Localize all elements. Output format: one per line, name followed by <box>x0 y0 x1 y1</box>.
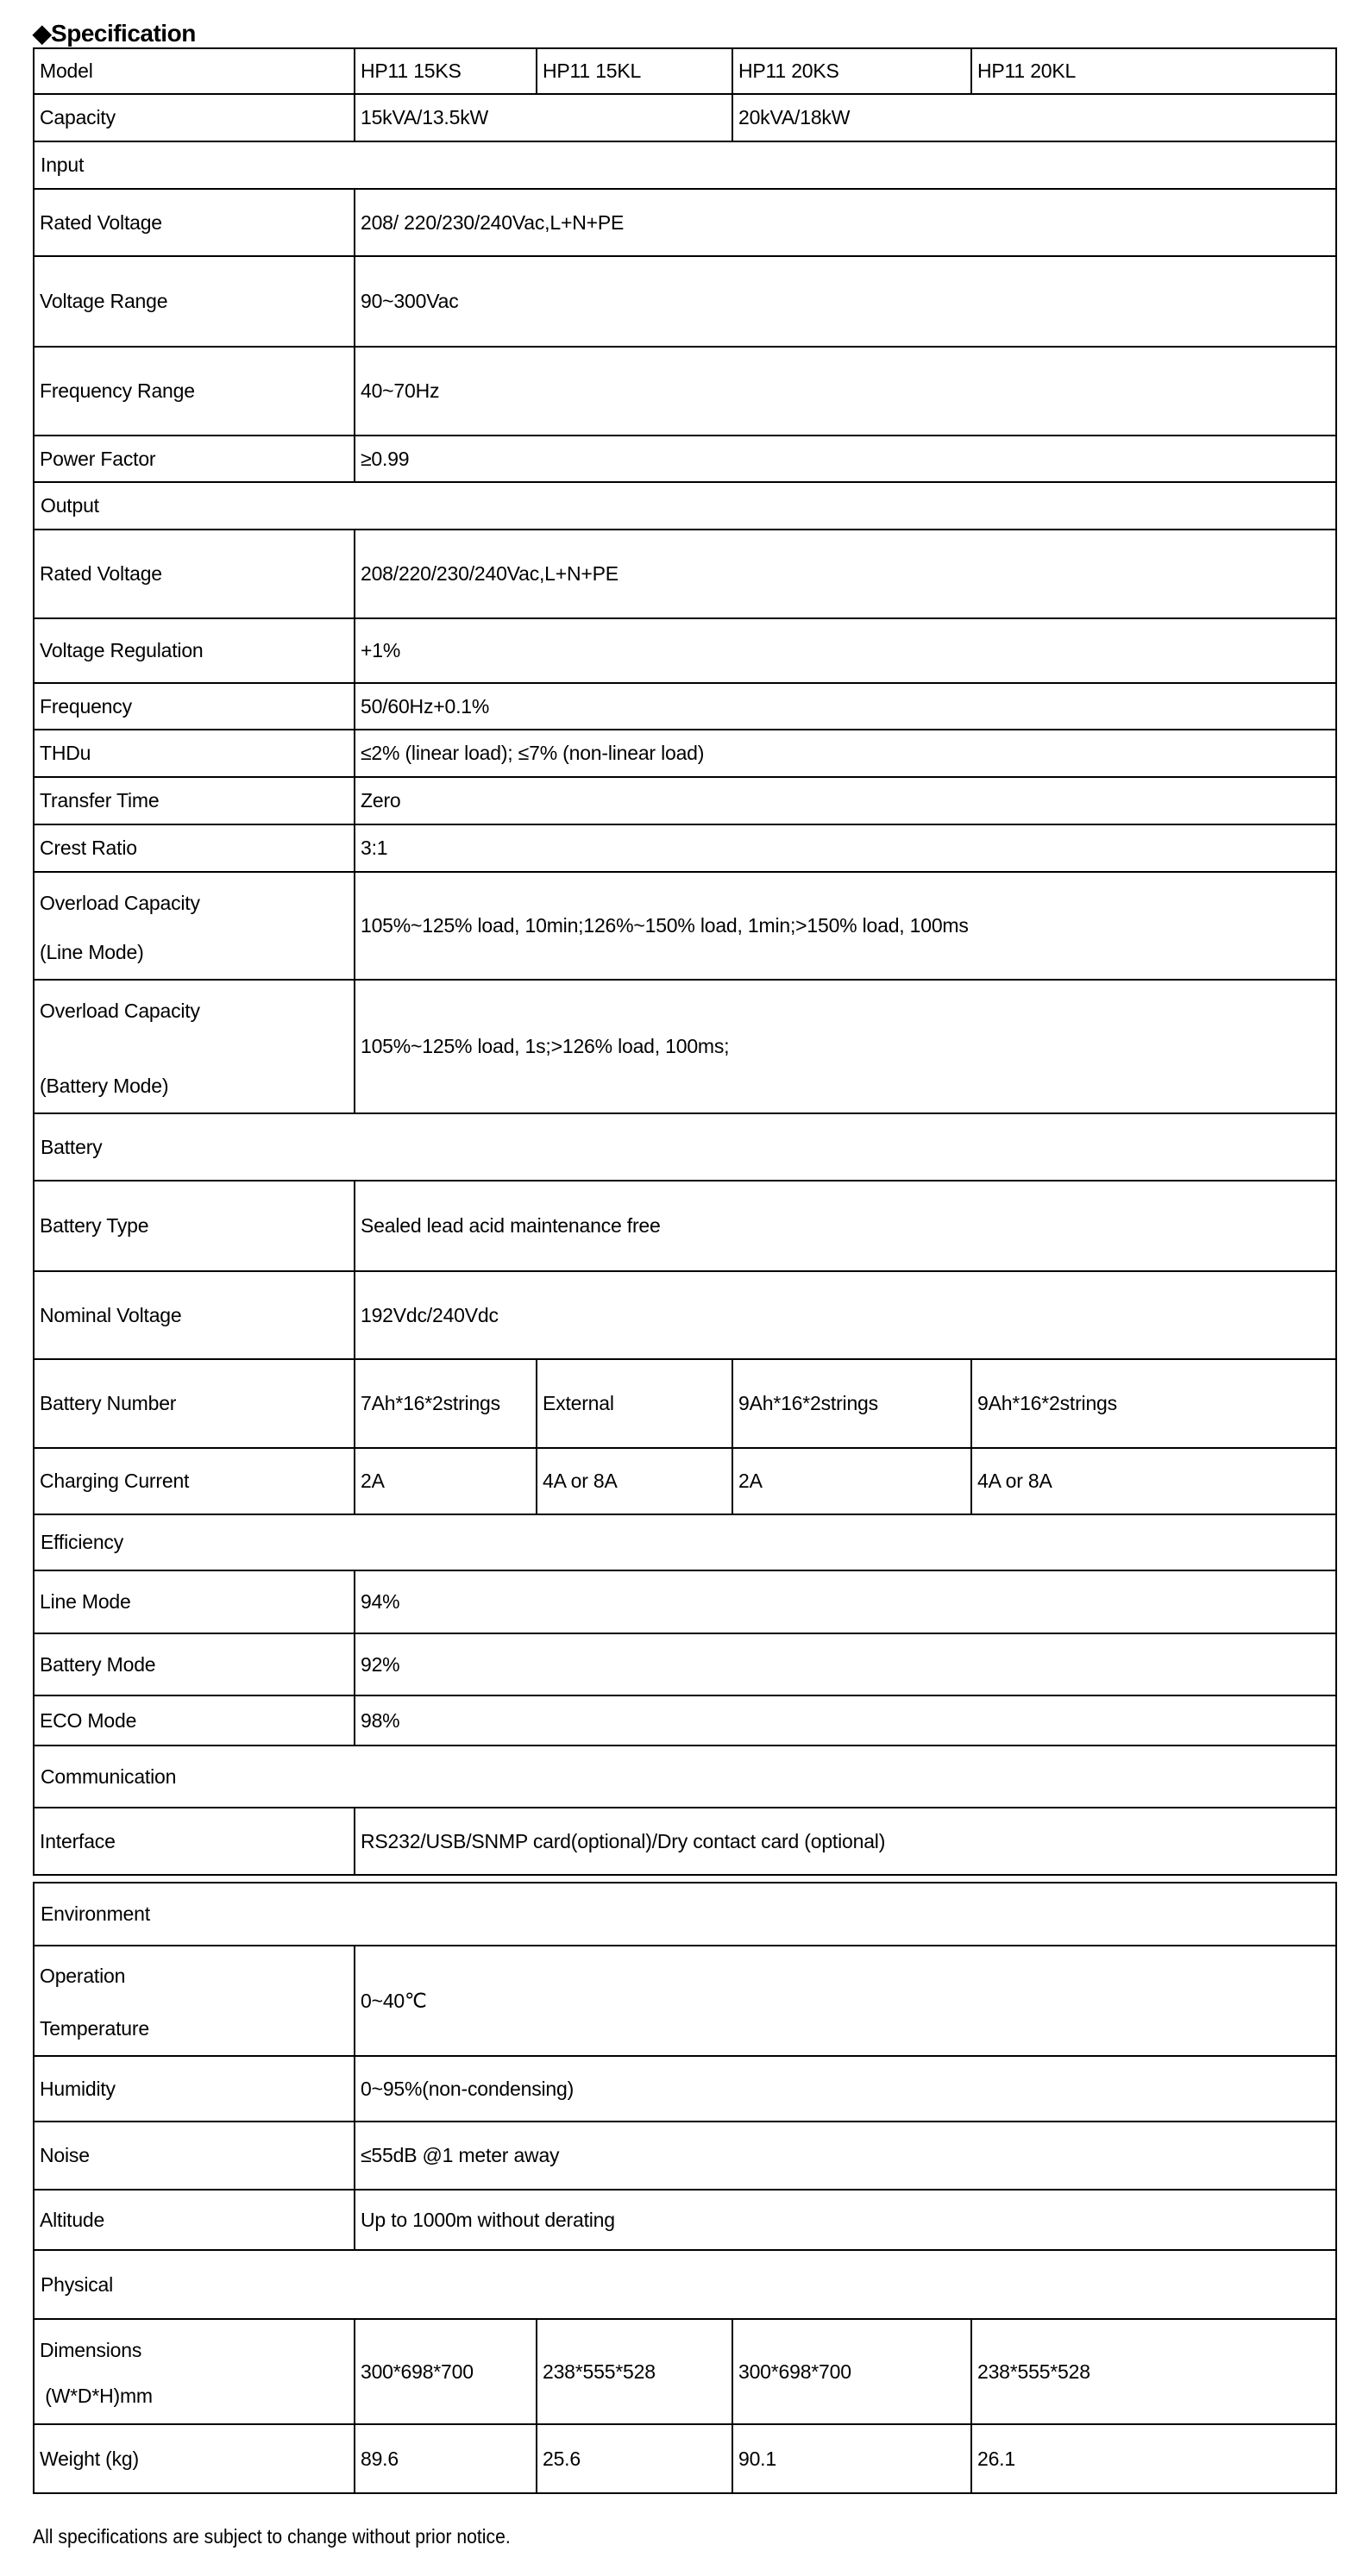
row-humidity <box>34 2056 1336 2122</box>
charging-current-label: Charging Current <box>34 1448 355 1514</box>
dimensions-label <box>34 2319 355 2424</box>
line-mode-label: Line Mode <box>34 1570 355 1633</box>
battery-mode-label: Battery Mode <box>34 1633 355 1695</box>
section-header-battery: Battery <box>34 1113 1336 1181</box>
section-header-environment: Environment <box>34 1883 1336 1946</box>
row-eco-mode <box>34 1695 1336 1746</box>
overload-battery-mode-label-line2: (Battery Mode) <box>40 1074 169 1097</box>
dimensions-label-line2: (W*D*H)mm <box>40 2385 153 2407</box>
weight-value-3: 26.1 <box>971 2424 1336 2493</box>
altitude-value: Up to 1000m without derating <box>355 2190 1336 2250</box>
interface-label: Interface <box>34 1808 355 1875</box>
section-header-output: Output <box>34 482 1336 530</box>
row-input-voltage-range <box>34 256 1336 347</box>
row-section-efficiency <box>34 1514 1336 1570</box>
row-capacity <box>34 94 1336 141</box>
input-frequency-range-value: 40~70Hz <box>355 347 1336 436</box>
output-frequency-value: 50/60Hz+0.1% <box>355 683 1336 730</box>
overload-line-mode-label-line1: Overload Capacity <box>40 891 200 914</box>
charging-current-value-0: 2A <box>355 1448 537 1514</box>
row-input-frequency-range <box>34 347 1336 436</box>
charging-current-value-1: 4A or 8A <box>537 1448 732 1514</box>
input-power-factor-label: Power Factor <box>34 436 355 482</box>
row-section-battery <box>34 1113 1336 1181</box>
battery-mode-value: 92% <box>355 1633 1336 1695</box>
weight-value-0: 89.6 <box>355 2424 537 2493</box>
capacity-value-15k: 15kVA/13.5kW <box>355 94 732 141</box>
input-voltage-range-value: 90~300Vac <box>355 256 1336 347</box>
row-section-physical <box>34 2250 1336 2319</box>
line-mode-value: 94% <box>355 1570 1336 1633</box>
row-section-environment <box>34 1883 1336 1946</box>
row-line-mode <box>34 1570 1336 1633</box>
charging-current-value-2: 2A <box>732 1448 971 1514</box>
dimensions-value-1: 238*555*528 <box>537 2319 732 2424</box>
row-interface <box>34 1808 1336 1875</box>
humidity-value: 0~95%(non-condensing) <box>355 2056 1336 2122</box>
output-transfer-time-value: Zero <box>355 777 1336 824</box>
input-frequency-range-label: Frequency Range <box>34 347 355 436</box>
nominal-voltage-value: 192Vdc/240Vdc <box>355 1271 1336 1359</box>
battery-number-value-2: 9Ah*16*2strings <box>732 1359 971 1448</box>
row-output-voltage-regulation <box>34 618 1336 683</box>
row-output-thdu <box>34 730 1336 777</box>
section-header-input: Input <box>34 141 1336 189</box>
row-weight <box>34 2424 1336 2493</box>
input-rated-voltage-value: 208/ 220/230/240Vac,L+N+PE <box>355 189 1336 256</box>
output-frequency-label: Frequency <box>34 683 355 730</box>
model-value-0: HP11 15KS <box>355 48 537 94</box>
row-output-transfer-time <box>34 777 1336 824</box>
input-voltage-range-label: Voltage Range <box>34 256 355 347</box>
dimensions-label-line1: Dimensions <box>40 2339 142 2361</box>
row-noise <box>34 2122 1336 2190</box>
model-label: Model <box>34 48 355 94</box>
output-crest-ratio-value: 3:1 <box>355 824 1336 872</box>
output-crest-ratio-label: Crest Ratio <box>34 824 355 872</box>
battery-type-value: Sealed lead acid maintenance free <box>355 1181 1336 1271</box>
footer-note: All specifications are subject to change without prior notice. <box>33 2525 511 2548</box>
battery-number-label: Battery Number <box>34 1359 355 1448</box>
operation-temperature-label <box>34 1946 355 2056</box>
nominal-voltage-label: Nominal Voltage <box>34 1271 355 1359</box>
row-operation-temperature <box>34 1946 1336 2056</box>
model-value-2: HP11 20KS <box>732 48 971 94</box>
overload-line-mode-label-line2: (Line Mode) <box>40 940 144 963</box>
row-battery-mode <box>34 1633 1336 1695</box>
row-output-crest-ratio <box>34 824 1336 872</box>
row-output-rated-voltage <box>34 530 1336 618</box>
overload-battery-mode-value: 105%~125% load, 1s;>126% load, 100ms; <box>355 980 1336 1113</box>
row-section-output <box>34 482 1336 530</box>
dimensions-value-2: 300*698*700 <box>732 2319 971 2424</box>
row-overload-line-mode <box>34 872 1336 980</box>
environment-physical-table <box>33 1882 1337 2494</box>
interface-value: RS232/USB/SNMP card(optional)/Dry contact card (optional) <box>355 1808 1336 1875</box>
noise-value: ≤55dB @1 meter away <box>355 2122 1336 2190</box>
row-altitude <box>34 2190 1336 2250</box>
section-header-physical: Physical <box>34 2250 1336 2319</box>
overload-battery-mode-label <box>34 980 355 1113</box>
output-rated-voltage-value: 208/220/230/240Vac,L+N+PE <box>355 530 1336 618</box>
row-output-frequency <box>34 683 1336 730</box>
capacity-value-20k: 20kVA/18kW <box>732 94 1336 141</box>
battery-number-value-3: 9Ah*16*2strings <box>971 1359 1336 1448</box>
row-input-power-factor <box>34 436 1336 482</box>
altitude-label: Altitude <box>34 2190 355 2250</box>
battery-number-value-0: 7Ah*16*2strings <box>355 1359 537 1448</box>
row-battery-number <box>34 1359 1336 1448</box>
section-header-communication: Communication <box>34 1746 1336 1808</box>
row-overload-battery-mode <box>34 980 1336 1113</box>
section-header-efficiency: Efficiency <box>34 1514 1336 1570</box>
output-transfer-time-label: Transfer Time <box>34 777 355 824</box>
eco-mode-label: ECO Mode <box>34 1695 355 1746</box>
output-thdu-label: THDu <box>34 730 355 777</box>
battery-type-label: Battery Type <box>34 1181 355 1271</box>
page-title: ◆Specification <box>33 20 196 47</box>
output-voltage-regulation-value: +1% <box>355 618 1336 683</box>
weight-label: Weight (kg) <box>34 2424 355 2493</box>
noise-label: Noise <box>34 2122 355 2190</box>
dimensions-value-0: 300*698*700 <box>355 2319 537 2424</box>
model-value-1: HP11 15KL <box>537 48 732 94</box>
output-thdu-value: ≤2% (linear load); ≤7% (non-linear load) <box>355 730 1336 777</box>
row-battery-type <box>34 1181 1336 1271</box>
overload-line-mode-value: 105%~125% load, 10min;126%~150% load, 1min;>150% load, 100ms <box>355 872 1336 980</box>
output-voltage-regulation-label: Voltage Regulation <box>34 618 355 683</box>
row-section-communication <box>34 1746 1336 1808</box>
row-nominal-voltage <box>34 1271 1336 1359</box>
eco-mode-value: 98% <box>355 1695 1336 1746</box>
model-value-3: HP11 20KL <box>971 48 1336 94</box>
weight-value-2: 90.1 <box>732 2424 971 2493</box>
row-section-input <box>34 141 1336 189</box>
weight-value-1: 25.6 <box>537 2424 732 2493</box>
overload-battery-mode-label-line1: Overload Capacity <box>40 999 200 1022</box>
charging-current-value-3: 4A or 8A <box>971 1448 1336 1514</box>
battery-number-value-1: External <box>537 1359 732 1448</box>
row-charging-current <box>34 1448 1336 1514</box>
dimensions-value-3: 238*555*528 <box>971 2319 1336 2424</box>
operation-temperature-label-line1: Operation <box>40 1965 126 1987</box>
input-power-factor-value: ≥0.99 <box>355 436 1336 482</box>
row-model <box>34 48 1336 94</box>
operation-temperature-label-line2: Temperature <box>40 2017 149 2040</box>
overload-line-mode-label <box>34 872 355 980</box>
specification-table <box>33 47 1337 1876</box>
output-rated-voltage-label: Rated Voltage <box>34 530 355 618</box>
input-rated-voltage-label: Rated Voltage <box>34 189 355 256</box>
humidity-label: Humidity <box>34 2056 355 2122</box>
row-dimensions <box>34 2319 1336 2424</box>
operation-temperature-value: 0~40℃ <box>355 1946 1336 2056</box>
row-input-rated-voltage <box>34 189 1336 256</box>
capacity-label: Capacity <box>34 94 355 141</box>
